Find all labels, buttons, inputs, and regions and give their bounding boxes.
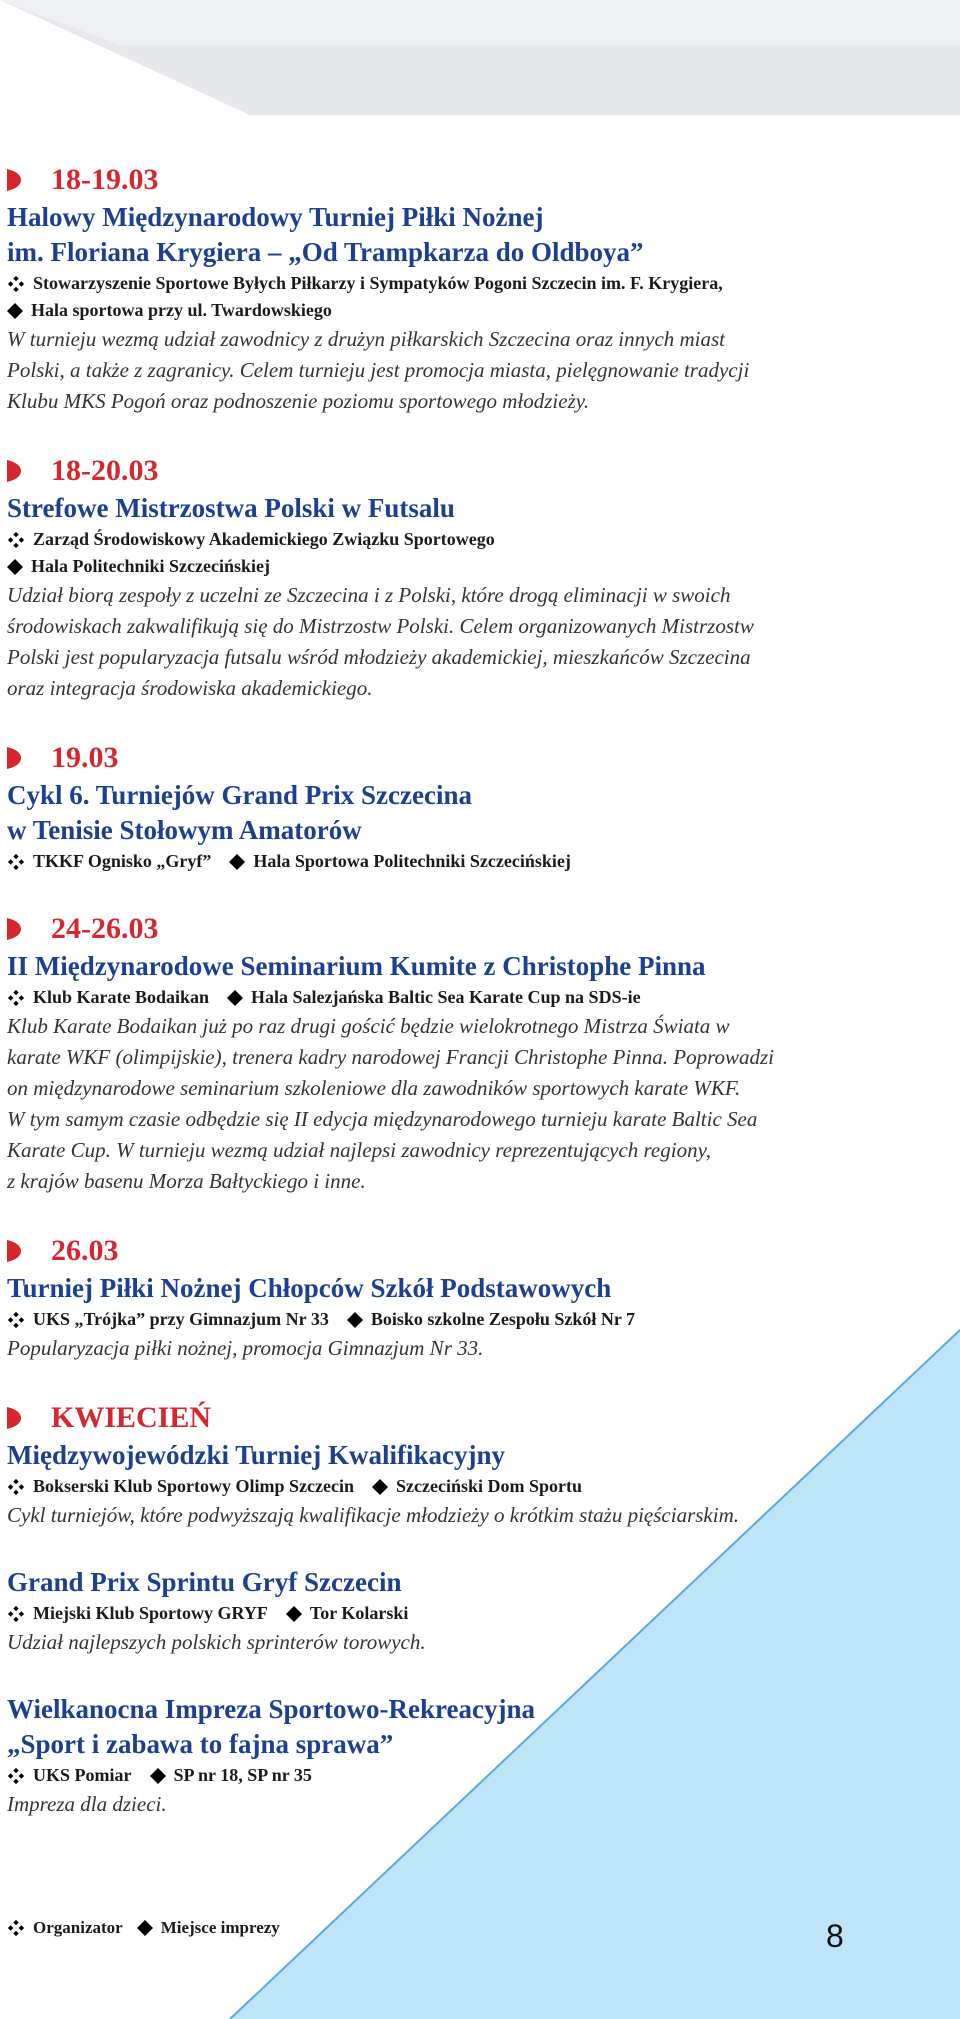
venue-icon <box>7 303 23 319</box>
organizer-icon <box>7 1478 25 1496</box>
venue-group <box>229 848 570 875</box>
event-title: Międzywojewódzki Turniej Kwalifikacyjny <box>7 1440 505 1470</box>
organizer-text: UKS „Trójka” przy Gimnazjum Nr 33 <box>33 1309 329 1329</box>
venue-icon <box>372 1479 388 1495</box>
event-title: im. Floriana Krygiera – „Od Trampkarza do Oldboya” <box>7 237 644 267</box>
event-date: 24-26.03 <box>51 912 159 945</box>
organizer-icon <box>7 853 25 871</box>
event-meta-line <box>7 297 887 324</box>
organizer-text: Bokserski Klub Sportowy Olimp Szczecin <box>33 1476 355 1496</box>
venue-group <box>347 1306 635 1333</box>
event-block <box>7 1565 887 1658</box>
organizer-icon <box>7 1767 25 1785</box>
organizer-group <box>7 1762 132 1789</box>
organizer-text: UKS Pomiar <box>33 1765 132 1785</box>
organizer-icon <box>7 1311 25 1329</box>
top-light-band <box>0 0 960 45</box>
event-description: Cykl turniejów, które podwyższają kwalifikacje młodzieży o krótkim stażu pięściarskim. <box>7 1503 739 1527</box>
event-block <box>7 160 887 417</box>
event-meta-line <box>7 984 887 1011</box>
event-title: w Tenisie Stołowym Amatorów <box>7 815 362 845</box>
event-description: on międzynarodowe seminarium szkoleniowe dla zawodników sportowych karate WKF. <box>7 1076 741 1100</box>
event-meta-line <box>7 526 887 553</box>
event-description: Popularyzacja piłki nożnej, promocja Gimnazjum Nr 33. <box>7 1336 484 1360</box>
date-marker-icon <box>7 747 21 769</box>
event-title: II Międzynarodowe Seminarium Kumite z Christophe Pinna <box>7 951 706 981</box>
event-meta-line <box>7 1600 887 1627</box>
organizer-icon <box>7 1919 25 1937</box>
event-description: karate WKF (olimpijskie), trenera kadry narodowej Francji Christophe Pinna. Poprowadzi <box>7 1045 775 1069</box>
event-meta-line <box>7 1473 887 1500</box>
event-block <box>7 451 887 704</box>
organizer-text: Stowarzyszenie Sportowe Byłych Piłkarzy i Sympatyków Pogoni Szczecin im. F. Krygiera, <box>33 273 723 293</box>
event-description: Karate Cup. W turnieju wezmą udział najlepsi zawodnicy reprezentujących regiony, <box>7 1138 712 1162</box>
event-description: środowiskach zakwalifikują się do Mistrzostw Polski. Celem organizowanych Mistrzostw <box>7 614 754 638</box>
event-date-row <box>7 1398 887 1438</box>
event-date-row <box>7 909 887 949</box>
event-meta-line <box>7 270 887 297</box>
venue-group <box>227 984 641 1011</box>
event-description: Impreza dla dzieci. <box>7 1792 167 1816</box>
event-title: Turniej Piłki Nożnej Chłopców Szkół Podstawowych <box>7 1273 612 1303</box>
event-description: Klub Karate Bodaikan już po raz drugi gościć będzie wielokrotnego Mistrza Świata w <box>7 1014 730 1038</box>
event-description: W tym samym czasie odbędzie się II edycja międzynarodowego turnieju karate Baltic Sea <box>7 1107 758 1131</box>
organizer-group <box>7 848 211 875</box>
event-description: Udział biorą zespoły z uczelni ze Szczecina i z Polski, które drogą eliminacji w swoich <box>7 583 731 607</box>
event-date-row <box>7 451 887 491</box>
page-number: 8 <box>826 1918 844 1954</box>
legend-organizer-label: Organizator <box>33 1918 123 1937</box>
venue-text: Tor Kolarski <box>309 1603 409 1623</box>
legend-venue-label: Miejsce imprezy <box>160 1918 280 1937</box>
date-marker-icon <box>7 169 21 191</box>
venue-text: SP nr 18, SP nr 35 <box>173 1765 312 1785</box>
event-meta-line <box>7 1306 887 1333</box>
venue-group <box>286 1600 409 1627</box>
organizer-text: Klub Karate Bodaikan <box>33 987 210 1007</box>
venue-icon <box>150 1768 166 1784</box>
venue-icon <box>286 1606 302 1622</box>
organizer-text: TKKF Ognisko „Gryf” <box>33 851 212 871</box>
event-block <box>7 1692 887 1820</box>
venue-icon <box>7 559 23 575</box>
organizer-icon <box>7 989 25 1007</box>
event-date: 18-20.03 <box>51 454 159 487</box>
venue-group <box>372 1473 582 1500</box>
legend-venue <box>137 1918 280 1938</box>
organizer-icon <box>7 1605 25 1623</box>
event-description: z krajów basenu Morza Bałtyckiego i inne. <box>7 1169 366 1193</box>
event-date: 19.03 <box>51 741 119 774</box>
event-description: Polski jest popularyzacja futsalu wśród młodzieży akademickiej, mieszkańców Szczecina <box>7 645 751 669</box>
event-block <box>7 738 887 875</box>
venue-text: Boisko szkolne Zespołu Szkół Nr 7 <box>370 1309 636 1329</box>
organizer-icon <box>7 275 25 293</box>
venue-icon <box>137 1920 153 1936</box>
event-date: 18-19.03 <box>51 163 159 196</box>
venue-icon <box>347 1312 363 1328</box>
organizer-icon <box>7 531 25 549</box>
event-description: oraz integracja środowiska akademickiego. <box>7 676 373 700</box>
event-description: Klubu MKS Pogoń oraz podnoszenie poziomu sportowego młodzieży. <box>7 389 590 413</box>
date-marker-icon <box>7 1407 21 1429</box>
organizer-group <box>7 1600 268 1627</box>
organizer-text: Miejski Klub Sportowy GRYF <box>33 1603 268 1623</box>
organizer-group <box>7 1306 329 1333</box>
event-title: Strefowe Mistrzostwa Polski w Futsalu <box>7 493 455 523</box>
venue-group <box>150 1762 312 1789</box>
event-block <box>7 1398 887 1531</box>
event-meta-line <box>7 553 887 580</box>
organizer-group <box>7 984 209 1011</box>
event-date: KWIECIEŃ <box>51 1401 212 1434</box>
event-title: Grand Prix Sprintu Gryf Szczecin <box>7 1567 402 1597</box>
event-title: Halowy Międzynarodowy Turniej Piłki Nożnej <box>7 202 544 232</box>
legend <box>7 1918 294 1938</box>
event-date-row <box>7 1231 887 1271</box>
venue-text: Hala Sportowa Politechniki Szczecińskiej <box>253 851 571 871</box>
organizer-group <box>7 1473 354 1500</box>
venue-icon <box>227 990 243 1006</box>
date-marker-icon <box>7 918 21 940</box>
event-meta-line <box>7 1762 887 1789</box>
legend-organizer <box>7 1918 123 1938</box>
event-block <box>7 1231 887 1364</box>
event-date: 26.03 <box>51 1234 119 1267</box>
event-description: Udział najlepszych polskich sprinterów torowych. <box>7 1630 426 1654</box>
venue-text: Hala Politechniki Szczecińskiej <box>31 556 270 576</box>
event-meta-line <box>7 848 887 875</box>
organizer-text: Zarząd Środowiskowy Akademickiego Związku Sportowego <box>33 529 495 549</box>
date-marker-icon <box>7 460 21 482</box>
event-date-row <box>7 738 887 778</box>
event-title: Wielkanocna Impreza Sportowo-Rekreacyjna <box>7 1694 535 1724</box>
date-marker-icon <box>7 1240 21 1262</box>
venue-text: Szczeciński Dom Sportu <box>396 1476 583 1496</box>
event-description: W turnieju wezmą udział zawodnicy z drużyn piłkarskich Szczecina oraz innych miast <box>7 327 726 351</box>
event-title: „Sport i zabawa to fajna sprawa” <box>7 1729 394 1759</box>
events-list <box>7 160 887 1854</box>
venue-text: Hala sportowa przy ul. Twardowskiego <box>31 300 332 320</box>
venue-icon <box>229 854 245 870</box>
venue-text: Hala Salezjańska Baltic Sea Karate Cup na SDS-ie <box>251 987 641 1007</box>
event-description: Polski, a także z zagranicy. Celem turnieju jest promocja miasta, pielęgnowanie tradycji <box>7 358 750 382</box>
event-block <box>7 909 887 1197</box>
event-title: Cykl 6. Turniejów Grand Prix Szczecina <box>7 780 472 810</box>
event-date-row <box>7 160 887 200</box>
